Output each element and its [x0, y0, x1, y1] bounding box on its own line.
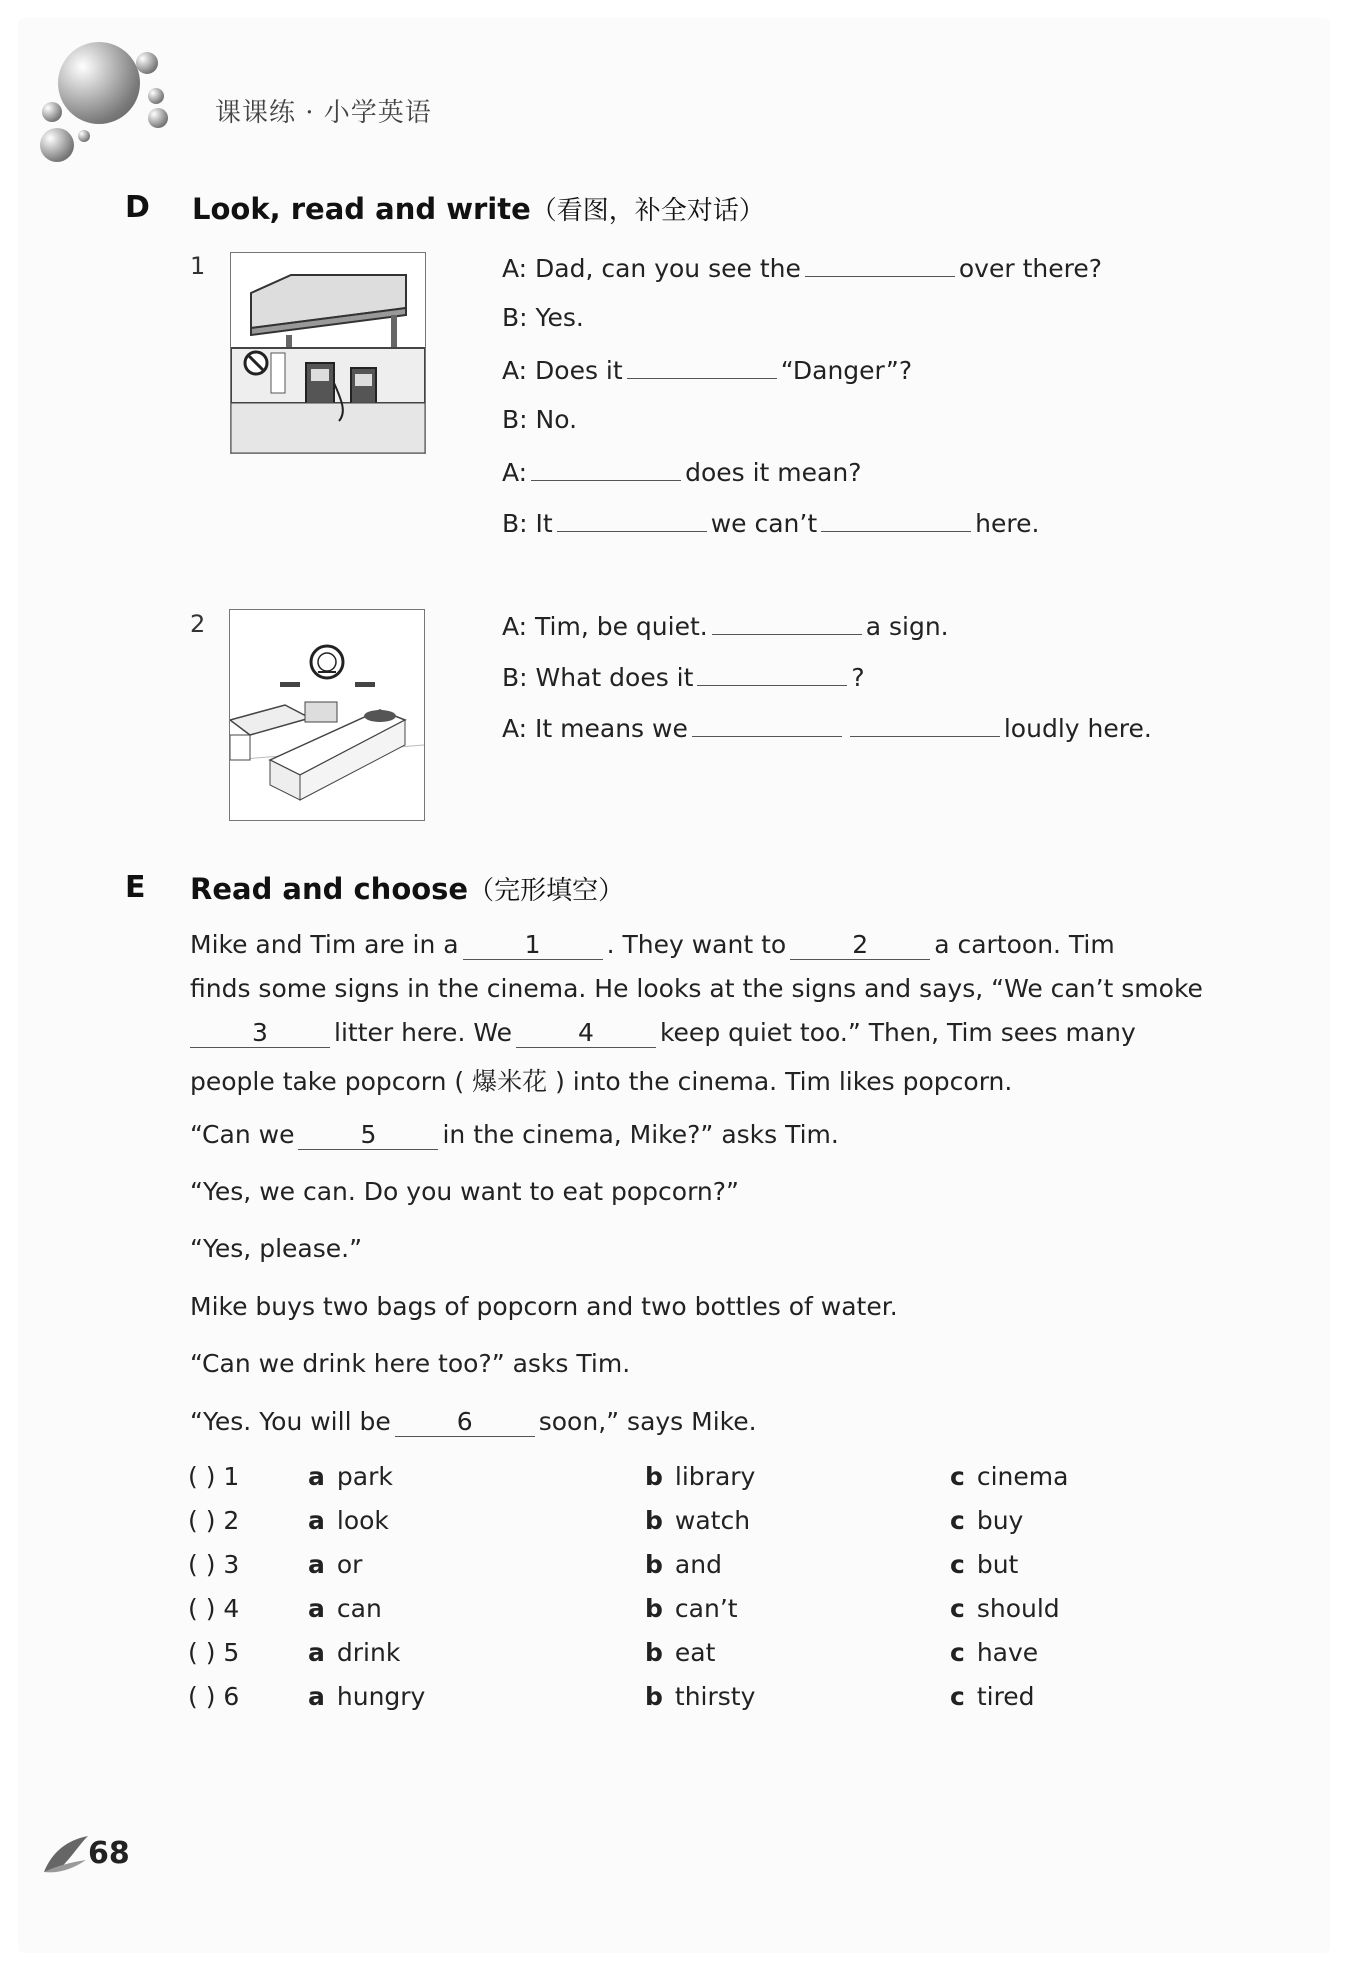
option-text: drink — [336, 1638, 401, 1667]
option-text: hungry — [336, 1682, 426, 1711]
option-text: buy — [976, 1506, 1024, 1535]
bubbles-decoration — [36, 40, 176, 165]
answer-blank[interactable] — [627, 354, 777, 379]
option-letter: c — [950, 1594, 965, 1623]
option-text: have — [976, 1638, 1039, 1667]
section-e-title-en: Read and choose — [190, 872, 469, 906]
option-letter: b — [645, 1506, 663, 1535]
option-letter: c — [950, 1462, 965, 1491]
option-text: can’t — [674, 1594, 738, 1623]
item-2-number: 2 — [190, 610, 206, 638]
question-6-number[interactable]: ( ) 6 — [188, 1682, 240, 1711]
question-3-option-a[interactable] — [308, 1550, 362, 1579]
question-3-option-c[interactable] — [950, 1550, 1018, 1579]
question-2-number[interactable]: ( ) 2 — [188, 1506, 240, 1535]
section-d-title — [192, 190, 765, 227]
passage-text: “Can we — [190, 1120, 295, 1149]
question-5-option-b[interactable] — [645, 1638, 715, 1667]
hospital-room-illustration — [230, 610, 424, 820]
passage-line-5 — [190, 1120, 839, 1150]
option-letter: a — [308, 1638, 325, 1667]
line-text: B: Yes. — [502, 303, 584, 332]
passage-text: . They want to — [606, 930, 787, 959]
question-5-option-a[interactable] — [308, 1638, 400, 1667]
question-3-number[interactable]: ( ) 3 — [188, 1550, 240, 1579]
line-text: does it mean? — [685, 458, 862, 487]
leaf-icon — [42, 1832, 90, 1876]
option-letter: b — [645, 1594, 663, 1623]
option-letter: b — [645, 1638, 663, 1667]
section-d-title-cn: （看图，补全对话） — [530, 196, 765, 226]
option-letter: a — [308, 1550, 325, 1579]
line-text: here. — [975, 509, 1040, 538]
line-text: B: What does it — [502, 663, 694, 692]
option-text: watch — [674, 1506, 751, 1535]
numbered-blank: 5 — [298, 1120, 438, 1150]
dialog-1-line-1 — [502, 252, 1102, 283]
line-text: “Danger”? — [780, 356, 913, 385]
option-letter: c — [950, 1682, 965, 1711]
passage-text: “Yes. You will be — [190, 1407, 391, 1436]
question-2-option-c[interactable] — [950, 1506, 1023, 1535]
line-text: ? — [851, 663, 865, 692]
question-4-number[interactable]: ( ) 4 — [188, 1594, 240, 1623]
section-e-title — [190, 870, 624, 907]
numbered-blank: 1 — [463, 930, 603, 960]
section-d-letter: D — [125, 190, 150, 225]
passage-line-4: people take popcorn ( 爆米花 ) into the cinema. Tim likes popcorn. — [190, 1067, 1013, 1096]
option-text: eat — [674, 1638, 716, 1667]
option-text: library — [674, 1462, 756, 1491]
option-letter: a — [308, 1594, 325, 1623]
line-text: B: It — [502, 509, 553, 538]
passage-line-2: finds some signs in the cinema. He looks at the signs and says, “We can’t smoke — [190, 974, 1203, 1003]
section-d-title-en: Look, read and write — [192, 192, 531, 226]
line-text: A: Does it — [502, 356, 623, 385]
passage-text: a cartoon. Tim — [934, 930, 1115, 959]
question-6-option-a[interactable] — [308, 1682, 425, 1711]
passage-text: in the cinema, Mike?” asks Tim. — [442, 1120, 839, 1149]
question-6-option-b[interactable] — [645, 1682, 755, 1711]
line-text: A: Tim, be quiet. — [502, 612, 708, 641]
section-e-title-cn: （完形填空） — [468, 876, 625, 906]
gas-station-picture — [230, 252, 426, 454]
option-text: tired — [976, 1682, 1035, 1711]
question-1-option-a[interactable] — [308, 1462, 393, 1491]
numbered-blank: 4 — [516, 1018, 656, 1048]
option-text: but — [976, 1550, 1019, 1579]
option-text: cinema — [976, 1462, 1069, 1491]
question-3-option-b[interactable] — [645, 1550, 722, 1579]
dialog-1-line-5 — [502, 456, 861, 487]
passage-line-9: “Can we drink here too?” asks Tim. — [190, 1349, 631, 1378]
question-4-option-b[interactable] — [645, 1594, 738, 1623]
answer-blank[interactable] — [850, 712, 1000, 737]
line-text: A: Dad, can you see the — [502, 254, 801, 283]
book-title: 课课练 · 小学英语 — [215, 98, 432, 128]
passage-text: soon,” says Mike. — [538, 1407, 757, 1436]
numbered-blank: 3 — [190, 1018, 330, 1048]
question-4-option-c[interactable] — [950, 1594, 1060, 1623]
dialog-1-line-3 — [502, 354, 912, 385]
option-letter: c — [950, 1550, 965, 1579]
option-letter: b — [645, 1462, 663, 1491]
line-text: A: It means we — [502, 714, 688, 743]
option-letter: b — [645, 1682, 663, 1711]
answer-blank[interactable] — [697, 661, 847, 686]
numbered-blank: 6 — [395, 1407, 535, 1437]
option-text: should — [976, 1594, 1060, 1623]
passage-line-3 — [190, 1018, 1136, 1048]
answer-blank[interactable] — [821, 507, 971, 532]
numbered-blank: 2 — [790, 930, 930, 960]
question-5-option-c[interactable] — [950, 1638, 1038, 1667]
answer-blank[interactable] — [531, 456, 681, 481]
option-letter: c — [950, 1638, 965, 1667]
passage-line-8: Mike buys two bags of popcorn and two bottles of water. — [190, 1292, 898, 1321]
question-4-option-a[interactable] — [308, 1594, 382, 1623]
line-text: B: No. — [502, 405, 578, 434]
option-letter: a — [308, 1462, 325, 1491]
passage-text: Mike and Tim are in a — [190, 930, 459, 959]
gas-station-illustration — [231, 253, 425, 453]
dialog-2-line-3 — [502, 712, 1152, 743]
question-2-option-b[interactable] — [645, 1506, 750, 1535]
option-text: park — [336, 1462, 393, 1491]
item-1-number: 1 — [190, 252, 206, 280]
option-text: and — [674, 1550, 722, 1579]
dialog-1-line-2 — [502, 303, 584, 332]
option-text: or — [336, 1550, 363, 1579]
question-6-option-c[interactable] — [950, 1682, 1035, 1711]
question-1-number[interactable]: ( ) 1 — [188, 1462, 240, 1491]
passage-line-7: “Yes, please.” — [190, 1234, 363, 1263]
line-text: loudly here. — [1003, 714, 1152, 743]
question-2-option-a[interactable] — [308, 1506, 389, 1535]
passage-line-10 — [190, 1407, 757, 1437]
passage-line-6: “Yes, we can. Do you want to eat popcorn?” — [190, 1177, 739, 1206]
answer-blank[interactable] — [805, 252, 955, 277]
line-text: A: — [502, 458, 528, 487]
passage-text: litter here. We — [334, 1018, 512, 1047]
option-letter: c — [950, 1506, 965, 1535]
option-letter: b — [645, 1550, 663, 1579]
dialog-2-line-2 — [502, 661, 865, 692]
line-text: a sign. — [865, 612, 949, 641]
option-text: can — [336, 1594, 382, 1623]
line-text: we can’t — [710, 509, 818, 538]
page-number: 68 — [88, 1836, 130, 1871]
question-1-option-b[interactable] — [645, 1462, 755, 1491]
option-letter: a — [308, 1506, 325, 1535]
option-text: look — [336, 1506, 389, 1535]
passage-text: keep quiet too.” Then, Tim sees many — [659, 1018, 1136, 1047]
line-text: over there? — [958, 254, 1102, 283]
passage-line-1 — [190, 930, 1115, 960]
answer-blank[interactable] — [712, 610, 862, 635]
question-5-number[interactable]: ( ) 5 — [188, 1638, 240, 1667]
dialog-2-line-1 — [502, 610, 949, 641]
option-letter: a — [308, 1682, 325, 1711]
hospital-room-picture — [229, 609, 425, 821]
answer-blank[interactable] — [692, 712, 842, 737]
option-text: thirsty — [674, 1682, 756, 1711]
dialog-1-line-6 — [502, 507, 1039, 538]
dialog-1-line-4 — [502, 405, 577, 434]
question-1-option-c[interactable] — [950, 1462, 1068, 1491]
section-e-letter: E — [125, 870, 146, 905]
answer-blank[interactable] — [557, 507, 707, 532]
